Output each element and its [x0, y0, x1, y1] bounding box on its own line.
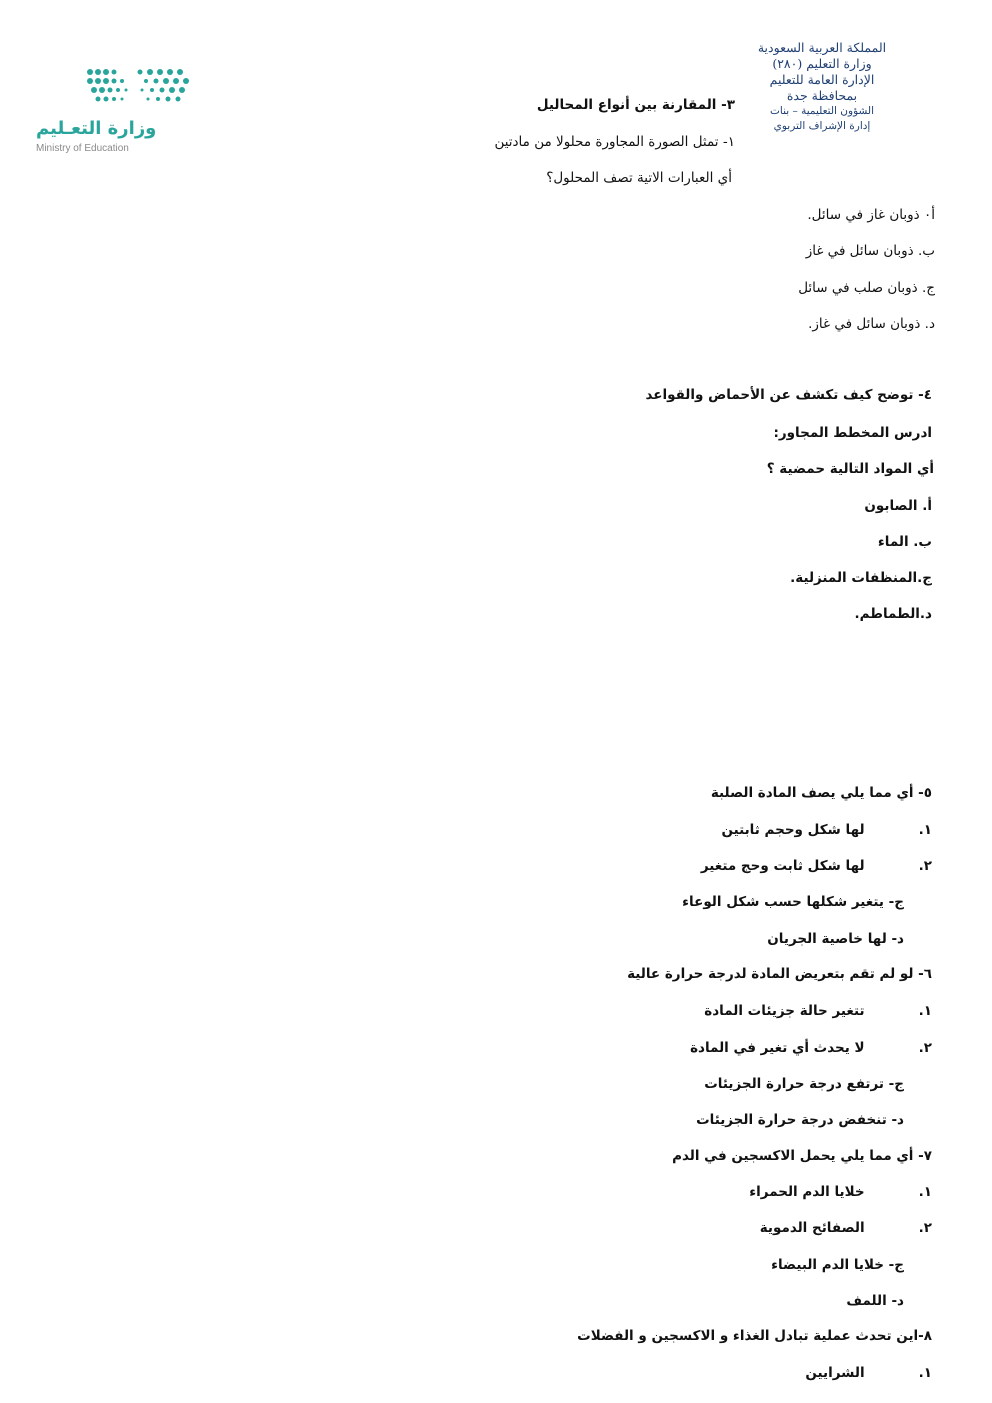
- q4-option-a: أ. الصابون: [864, 498, 932, 514]
- header-line-4: بمحافظة جدة: [786, 88, 858, 103]
- q3-option-d: د. ذوبان سائل في غاز.: [808, 316, 935, 332]
- q5-option-2: [701, 857, 932, 875]
- q6-title: ٦- لو لم تقم بتعريض المادة لدرجة حرارة عالية: [627, 966, 932, 982]
- q4-line1: ادرس المخطط المجاور:: [773, 425, 932, 441]
- header-line-3: الإدارة العامة للتعليم: [769, 72, 875, 87]
- q5-option-d: د- لها خاصية الجريان: [767, 931, 904, 947]
- header-line-6: إدارة الإشراف التربوي: [773, 120, 871, 132]
- header-block: [737, 40, 907, 134]
- q6-option-c: ج- ترتفع درجة حرارة الجزيئات: [704, 1076, 904, 1092]
- q3-line2: أي العبارات الاتية تصف المحلول؟: [546, 170, 732, 186]
- option-number: ١.: [918, 1003, 932, 1019]
- q6-option-1: [704, 1002, 932, 1020]
- option-text: لها شكل وحجم ثابتين: [721, 822, 865, 838]
- option-text: الشرايين: [805, 1365, 865, 1381]
- q7-option-2: [760, 1219, 932, 1237]
- q3-line1: ١- تمثل الصورة المجاورة محلولا من مادتين: [494, 134, 735, 150]
- q7-option-1: [749, 1183, 932, 1201]
- q5-title: ٥- أي مما يلي يصف المادة الصلبة: [710, 785, 932, 801]
- q4-line2: أي المواد التالية حمضية ؟: [766, 461, 934, 477]
- q7-option-d: د- اللمف: [846, 1293, 904, 1309]
- option-number: ١.: [918, 1184, 932, 1200]
- q3-option-c: ج. ذوبان صلب في سائل: [798, 280, 935, 296]
- q6-option-d: د- تنخفض درجة حرارة الجزيئات: [696, 1112, 904, 1128]
- ministry-logo-dots-icon: [84, 66, 194, 106]
- q5-option-c: ج- يتغير شكلها حسب شكل الوعاء: [682, 894, 904, 910]
- q3-option-a: أ٠ ذوبان غاز في سائل.: [807, 207, 935, 223]
- q8-option-1: [805, 1364, 932, 1382]
- q7-title: ٧- أي مما يلي يحمل الاكسجين في الدم: [672, 1148, 932, 1164]
- header-line-2: وزارة التعليم (٢٨٠): [772, 56, 872, 71]
- q6-option-2: [690, 1039, 932, 1057]
- q5-option-1: [721, 821, 932, 839]
- option-number: ٢.: [918, 1040, 932, 1056]
- option-number: ١.: [918, 822, 932, 838]
- q3-option-b: ب. ذوبان سائل في غاز: [805, 243, 935, 259]
- q4-option-b: ب. الماء: [877, 534, 932, 550]
- option-text: لها شكل ثابت وحج متغير: [700, 858, 865, 874]
- q7-option-c: ج- خلايا الدم البيضاء: [771, 1257, 904, 1273]
- option-text: لا يحدث أي تغير في المادة: [690, 1040, 865, 1056]
- header-line-1: المملكة العربية السعودية: [757, 40, 887, 55]
- q8-title: ٨-اين تحدث عملية تبادل الغذاء و الاكسجين و الفضلات: [577, 1328, 932, 1344]
- header-line-5: الشؤون التعليمية – بنات: [770, 105, 874, 117]
- q4-title: ٤- توضح كيف تكشف عن الأحماض والقواعد: [645, 387, 932, 403]
- option-number: ٢.: [918, 858, 932, 874]
- logo-arabic-text: وزارة التعـليم: [36, 118, 157, 139]
- option-text: خلايا الدم الحمراء: [749, 1184, 865, 1200]
- q4-option-d: د.الطماطم.: [854, 606, 932, 622]
- option-text: الصفائح الدموية: [759, 1220, 865, 1236]
- q3-title: ٣- المقارنة بين أنواع المحاليل: [536, 97, 735, 113]
- option-number: ٢.: [918, 1220, 932, 1236]
- option-text: تتغير حالة جزيئات المادة: [704, 1003, 865, 1019]
- q4-option-c: ج.المنظفات المنزلية.: [790, 570, 932, 586]
- option-number: ١.: [918, 1365, 932, 1381]
- logo-english-text: Ministry of Education: [36, 143, 129, 154]
